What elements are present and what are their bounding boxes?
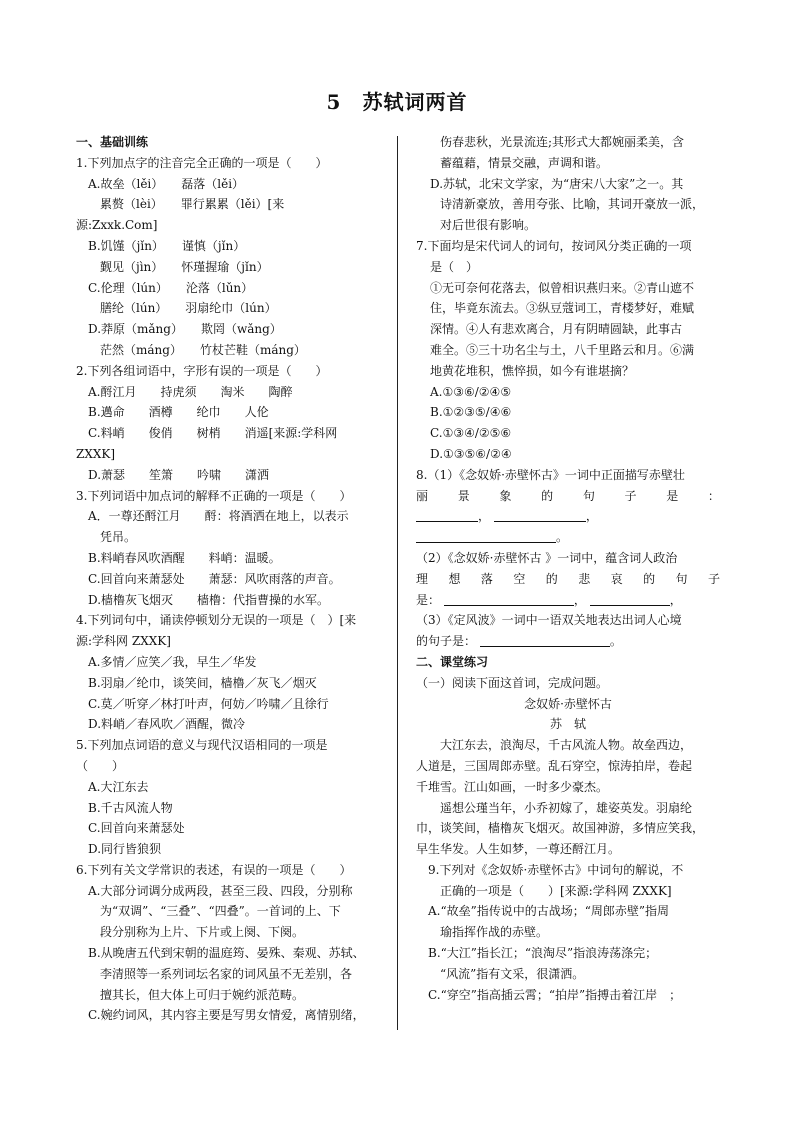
justified-char: 景 xyxy=(457,488,470,503)
right-column-line: 是（ ） xyxy=(430,259,479,274)
left-column-line: B.从晚唐五代到宋朝的温庭筠、晏殊、秦观、苏轼、 xyxy=(88,946,365,961)
right-bottom-block xyxy=(416,652,720,1006)
left-column-line: D.莽原（mǎng） 欺罔（wǎng） xyxy=(88,322,282,337)
page-title: 5 苏轼词两首 xyxy=(326,90,468,114)
right-column-line: 蓄蕴藉，情景交融，声调和谐。 xyxy=(440,155,609,170)
right-column-line: 遥想公瑾当年，小乔初嫁了，雄姿英发。羽扇纶 xyxy=(416,800,693,815)
right-column-line: 深情。④人有悲欢离合，月有阴晴圆缺，此事古 xyxy=(430,322,683,337)
left-column xyxy=(76,132,388,1026)
left-column-line: 累赘（lèi） 罪行累累（lěi）[来 xyxy=(100,197,285,212)
left-column-line: D.萧瑟 笙箫 吟啸 潇洒 xyxy=(88,467,270,482)
justified-char: 丽 xyxy=(416,488,429,503)
q8-part3-line1: （3）《定风波》一词中一语双关地表达出词人心境 xyxy=(416,613,682,628)
column-divider xyxy=(397,136,398,1030)
right-column-line: 正确的一项是（ ）[来源:学科网 ZXXK] xyxy=(440,883,672,898)
left-column-line: ZXXK] xyxy=(76,446,116,461)
justified-char: 理 xyxy=(416,571,429,586)
q8-part2-line3 xyxy=(416,590,720,611)
left-column-line: A.大江东去 xyxy=(88,779,149,794)
justified-char: 落 xyxy=(480,571,493,586)
right-column-line: “风流”指有文采，很潇洒。 xyxy=(440,966,585,981)
right-column-line: 住，毕竟东流去。③纵豆蔻词工，青楼梦好，难赋 xyxy=(430,301,695,316)
right-column-line: A.“故垒”指传说中的古战场；“周郎赤壁”指周 xyxy=(428,904,670,919)
left-column-line: 凭吊。 xyxy=(100,530,137,545)
q8-part1-line2 xyxy=(416,486,720,507)
right-column-line: D.①③⑤⑥/②④ xyxy=(430,446,512,461)
left-column-line: D.樯橹灰飞烟灭 樯橹：代指曹操的水军。 xyxy=(88,592,330,607)
right-column-line: 地黄花堆积，憔悴损，如今有谁堪摘？ xyxy=(430,363,635,378)
left-column-line: A.多情／应笑／我，早生／华发 xyxy=(88,654,257,669)
q8-prefix: 是： xyxy=(416,592,441,607)
right-column-line: 人道是，三国周郎赤壁。乱石穿空，惊涛拍岸，卷起 xyxy=(416,758,693,773)
right-column-line: 念奴娇·赤壁怀古 xyxy=(524,696,612,711)
left-column-line: 源:学科网 ZXXK] xyxy=(76,634,171,649)
punct: ， xyxy=(573,592,586,607)
right-column-line: 巾，谈笑间，樯橹灰飞烟灭。故国神游，多情应笑我， xyxy=(416,821,705,836)
right-column-line: 伤春悲秋，光景流连;其形式大都婉丽柔美，含 xyxy=(440,135,685,149)
left-column-line: 6.下列有关文学常识的表述，有误的一项是（ ） xyxy=(76,862,352,877)
answer-blank[interactable] xyxy=(480,632,610,647)
right-column-line: 早生华发。人生如梦，一尊还酹江月。 xyxy=(416,842,621,857)
left-column-line: B.料峭春风吹酒醒 料峭：温暖。 xyxy=(88,550,281,565)
right-column-line: 瑜指挥作战的赤壁。 xyxy=(440,925,549,940)
left-column-line: 茫然（máng） 竹杖芒鞋（máng） xyxy=(100,342,306,357)
right-column-line: 二、课堂练习 xyxy=(416,654,489,669)
left-column-line: B.羽扇／纶巾，谈笑间，樯橹／灰飞／烟灭 xyxy=(88,675,317,690)
justified-char: 空 xyxy=(513,571,526,586)
left-column-line: B.千古风流人物 xyxy=(88,800,173,815)
right-column-line: （一）阅读下面这首词，完成问题。 xyxy=(416,675,609,690)
left-column-line: C.回首向来萧瑟处 xyxy=(88,821,185,836)
justified-char: 的 xyxy=(545,571,558,586)
right-column-line: 对后世很有影响。 xyxy=(440,218,537,233)
justified-char: 的 xyxy=(643,571,656,586)
right-column-line: 大江东去，浪淘尽，千古风流人物。故垒西边， xyxy=(416,738,693,753)
q8-part1-answers xyxy=(416,506,720,527)
left-column-line: 3.下列词语中加点词的解释不正确的一项是（ ） xyxy=(76,488,352,503)
left-column-line: 觐见（jìn） 怀瑾握瑜（jǐn） xyxy=(100,259,269,274)
right-column xyxy=(416,132,720,1005)
left-column-line: C.婉约词风，其内容主要是写男女情爱，离情别绪， xyxy=(88,1008,365,1023)
q8-part3-line2 xyxy=(416,631,720,652)
left-column-line: D.同行皆狼狈 xyxy=(88,842,162,857)
q8-part2-line1: （2）《念奴娇·赤壁怀古 》一词中，蕴含词人政治 xyxy=(416,550,678,565)
right-column-line: 7.下面均是宋代词人的词句，按词风分类正确的一项 xyxy=(416,238,692,253)
answer-blank[interactable] xyxy=(494,507,586,522)
punct: 。 xyxy=(556,530,569,545)
left-column-line: 膳纶（lún） 羽扇纶巾（lún） xyxy=(100,301,277,316)
right-column-line: 难全。⑤三十功名尘与土，八千里路云和月。⑥满 xyxy=(430,342,695,357)
left-column-line: A.故垒（lěi） 磊落（lěi） xyxy=(88,176,245,191)
right-column-line: 千堆雪。江山如画，一时多少豪杰。 xyxy=(416,779,609,794)
right-column-line: A.①③⑥/②④⑤ xyxy=(430,384,512,399)
left-column-line: 源:Zxxk.Com] xyxy=(76,218,158,233)
question-8 xyxy=(416,465,720,652)
right-column-line: C.“穿空”指高插云霄；“拍岸”指搏击着江岸 ； xyxy=(428,987,682,1002)
justified-char: 的 xyxy=(541,488,554,503)
answer-blank[interactable] xyxy=(416,528,556,543)
right-column-line: ①无可奈何花落去，似曾相识燕归来。②青山遮不 xyxy=(430,280,695,295)
left-column-line: 5.下列加点词语的意义与现代汉语相同的一项是 xyxy=(76,738,328,753)
punct: ， xyxy=(669,592,682,607)
justified-char: 想 xyxy=(448,571,461,586)
q8-part1-line1: 8.（1）《念奴娇·赤壁怀古》一词中正面描写赤壁壮 xyxy=(416,467,685,482)
justified-char: 句 xyxy=(675,571,688,586)
justified-char: 子 xyxy=(707,571,720,586)
right-column-line: 诗清新豪放，善用夸张、比喻，其词开豪放一派， xyxy=(440,197,705,212)
right-column-line: C.①③④/②⑤⑥ xyxy=(430,426,512,441)
left-column-line: 4.下列词句中，诵读停顿划分无误的一项是（ ）[来 xyxy=(76,613,357,628)
left-column-line: C.莫／听穿／林打叶声，何妨／吟啸／且徐行 xyxy=(88,696,329,711)
left-column-line: C.回首向来萧瑟处 萧瑟：风吹雨落的声音。 xyxy=(88,571,341,586)
right-column-line: B.①②③⑤/④⑥ xyxy=(430,405,512,420)
answer-blank[interactable] xyxy=(444,591,574,606)
q8-part1-answers-2 xyxy=(416,527,720,548)
right-top-block xyxy=(416,132,720,465)
right-column-line: 苏 轼 xyxy=(549,717,586,732)
justified-char: 悲 xyxy=(578,571,591,586)
left-column-line: A.大部分词调分成两段，甚至三段、四段，分别称 xyxy=(88,883,353,898)
answer-blank[interactable] xyxy=(590,591,670,606)
punct: ， xyxy=(478,509,491,524)
left-column-line: B.饥馑（jǐn） 谨慎（jǐn） xyxy=(88,238,246,253)
left-column-line: 擅其长，但大体上可归于婉约派范畴。 xyxy=(100,987,305,1002)
left-column-line: 一、基础训练 xyxy=(76,135,149,149)
left-column-line: 为“双调”、“三叠”、“四叠”。一首词的上、下 xyxy=(100,904,341,919)
justified-char: 哀 xyxy=(610,571,623,586)
left-column-line: （ ） xyxy=(76,758,125,773)
justified-char: 子 xyxy=(624,488,637,503)
left-column-line: D.料峭／春风吹／酒醒，微冷 xyxy=(88,717,246,732)
left-column-line: A．一尊还酹江月 酹：将酒洒在地上，以表示 xyxy=(88,509,349,524)
q8-part2-line2 xyxy=(416,569,720,590)
left-column-line: A.酹江月 持虎须 淘米 陶醉 xyxy=(88,384,293,399)
left-column-line: 1.下列加点字的注音完全正确的一项是（ ） xyxy=(76,155,328,170)
q8-prefix: 的句子是： xyxy=(416,634,477,649)
left-column-line: B.邁命 酒樽 纶巾 人伦 xyxy=(88,405,269,420)
left-column-line: 李清照等一系列词坛名家的词风虽不无差别，各 xyxy=(100,966,353,981)
left-column-line: C.伦理（lún） 沦落（lǔn） xyxy=(88,280,254,295)
right-column-line: 9.下列对《念奴娇·赤壁怀古》中词句的解说，不 xyxy=(428,862,684,877)
punct: 。 xyxy=(609,634,622,649)
right-column-line: B.“大江”指长江；“浪淘尽”指浪涛荡涤完； xyxy=(428,946,658,961)
justified-char: ： xyxy=(707,488,720,503)
answer-blank[interactable] xyxy=(416,507,478,522)
left-column-line: C.料峭 俊俏 树梢 消遥[来源:学科网 xyxy=(88,426,338,441)
left-column-line: 2.下列各组词语中，字形有误的一项是（ ） xyxy=(76,363,328,378)
justified-char: 象 xyxy=(499,488,512,503)
justified-char: 是 xyxy=(666,488,679,503)
justified-char: 句 xyxy=(582,488,595,503)
right-column-line: D.苏轼，北宋文学家，为“唐宋八大家”之一。其 xyxy=(430,176,684,191)
left-column-line: 段分别称为上片、下片或上阕、下阕。 xyxy=(100,925,305,940)
punct: ， xyxy=(585,509,598,524)
